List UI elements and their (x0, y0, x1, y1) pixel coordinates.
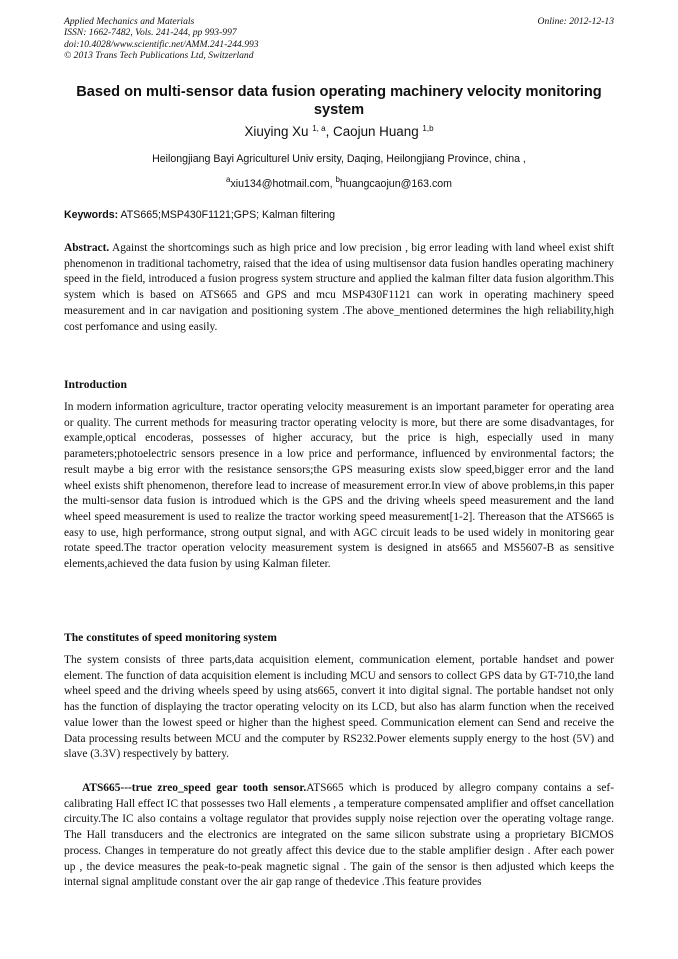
author-separator: , (325, 124, 334, 139)
author-line (64, 124, 614, 139)
online-date: Online: 2012-12-13 (537, 16, 614, 27)
author-emails (64, 175, 614, 190)
author-2-affiliation-mark: 1,b (422, 124, 434, 133)
introduction-heading: Introduction (64, 378, 127, 391)
affiliation: Heilongjiang Bayi Agriculturel Univ ersity, Daqing, Heilongjiang Province, china , (152, 153, 526, 165)
abstract-paragraph (64, 241, 614, 335)
doi-line: doi:10.4028/www.scientific.net/AMM.241-244.993 (64, 38, 259, 50)
copyright-line: © 2013 Trans Tech Publications Ltd, Switzerland (64, 50, 254, 62)
email-b-mark: b (335, 175, 340, 184)
constitutes-heading: The constitutes of speed monitoring system (64, 631, 277, 644)
constitutes-paragraph: The system consists of three parts,data acquisition element, communication element, portable handset and power element. The function of data acquisition element is including MCU and sensors to collect GPS data by GT-710,the land wheel speed and the driving wheels speed by using ats665, convert it into digital signal. The portable handset not only has the function of displaying the tractor operating velocity on its LCD, but also has alarm function when the received value lower than the lowest speed or higher than the highest speed. Communication element can Send and receive the Data processing results between MCU and the computer by RS232.Power elements supply energy to the host (5V) and slave (3.3V) respectively by battery. (64, 654, 614, 761)
keywords-text: ATS665;MSP430F1121;GPS; Kalman filtering (118, 209, 336, 221)
author-2-name: Caojun Huang (333, 124, 419, 139)
email-a: xiu134@hotmail.com, (230, 178, 336, 190)
paper-title: Based on multi-sensor data fusion operating machinery velocity monitoring system (76, 84, 602, 118)
ats665-label: ATS665---true zreo_speed gear tooth sensor. (82, 782, 307, 794)
issn-line: ISSN: 1662-7482, Vols. 241-244, pp 993-997 (64, 27, 237, 39)
ats665-text: ATS665 which is produced by allegro company contains a sef-calibrating Hall effect IC that possesses two Hall elements , a temperature compensated amplifier and offset cancellation circuity.The IC also contains a voltage regulator that provides supply noise rejection over the operating voltage range. The Hall transducers and the electronics are integrated on the same silicon substrate using a proprietary BICMOS process. Changes in temperature do not greatly affect this device due to the stable amplifier design . After each power up , the device measures the peak-to-peak magnetic signal . The gain of the sensor is then adjusted which keeps the internal signal amplitude constant over the air gap range of thedevice .This feature provides (64, 782, 614, 889)
keywords-label: Keywords: (64, 209, 119, 221)
abstract-text: Against the shortcomings such as high price and low precision , big error leading with land wheel exist shift phenomenon in traditional tachometry, raised that the idea of using multisensor data fusion handles operating machinery speed in the field, introduced a fusion progress system structure and applied the kalman filter data fusion algorithm.This system which is based on ATS665 and GPS and mcu MSP430F1121 can work in operating machinery speed measurement and in car navigation and positioning system .The above_mentioned determines the high reliability,high cost perfomance and using easily. (64, 242, 614, 333)
email-a-mark: a (226, 175, 231, 184)
author-1-affiliation-mark: 1, a (312, 124, 326, 133)
abstract-label: Abstract. (64, 242, 110, 254)
author-1-name: Xiuying Xu (244, 124, 309, 139)
keywords (64, 209, 335, 221)
journal-header (64, 16, 259, 62)
introduction-paragraph: In modern information agriculture, tractor operating velocity measurement is an important parameter for operating area or quality. The current methods for measuring tractor operating velocity is more, but there are some disadvantages, for example,optical encoderas, possesses of higher accuracy, but the price is high, especially used in many parameters;photoelectric sensors presence in a low price and performance, influenced by environmental factors; the result maybe a big error with the resistance sensors;the GPS measuring exists slow speed,bigger error and the land wheel exists shift phenomenon, therefore lead to increase of measurement error.In view of above problems,in this paper the multi-sensor data fusion is introdued which is the GPS and the driving wheels speed measurement and the land wheel speed measurement is used to realize the tractor working speed measurement[1-2]. Thereason that the ATS665 is easy to use, high performance, strong output signal, and with AGC circuit leads to be used widely in monitoring gear rotate speed.The tractor operation velocity measurement system is designed in ats665 and MS5607-B as sensitive elements,achieved the data fusion by using Kalman fileter. (64, 401, 614, 571)
ats665-paragraph (64, 781, 614, 891)
email-b: huangcaojun@163.com (339, 178, 452, 190)
journal-name: Applied Mechanics and Materials (64, 16, 195, 27)
